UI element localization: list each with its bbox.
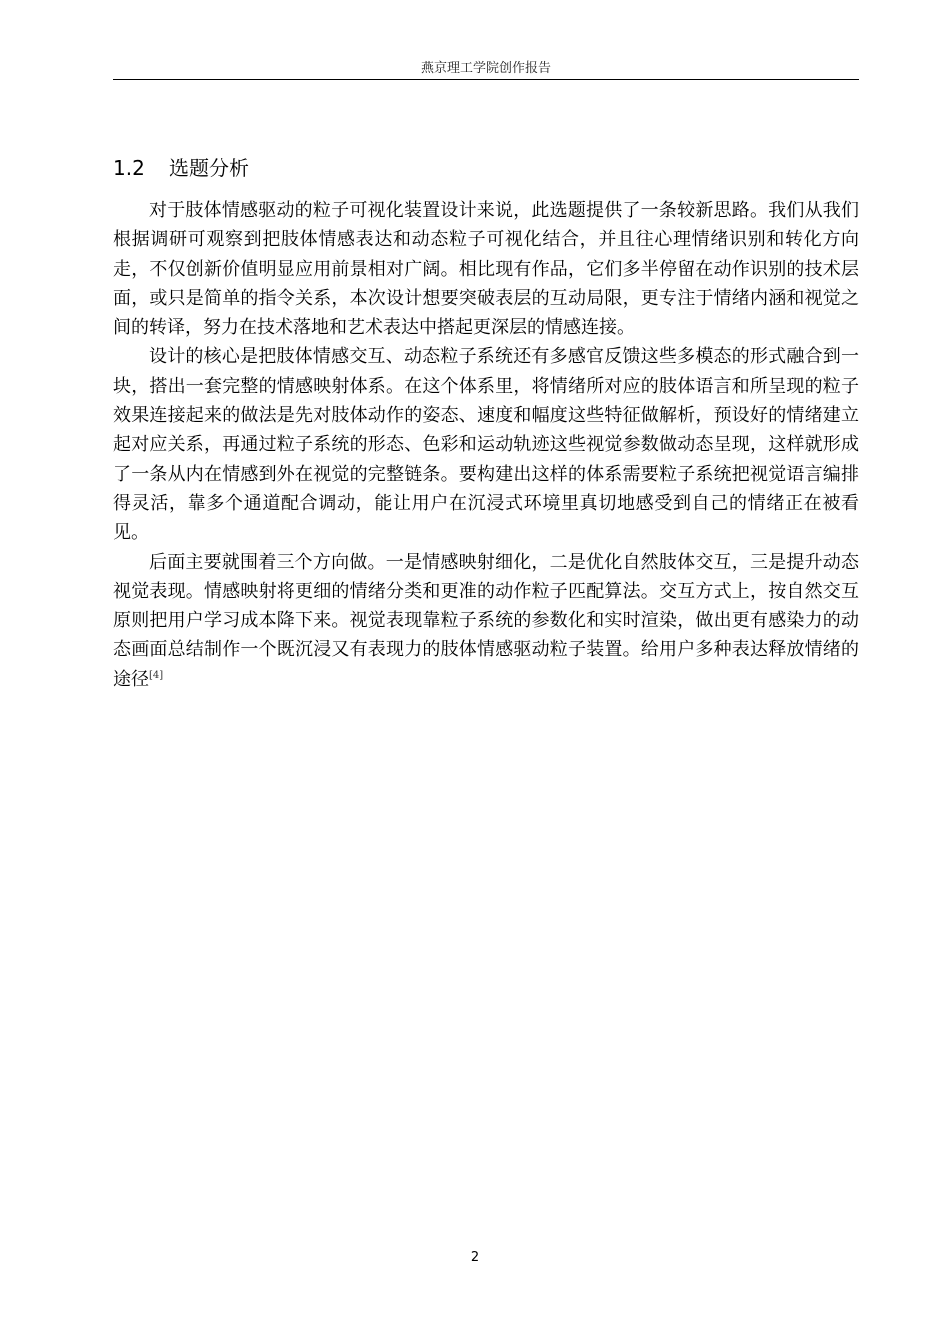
paragraph-2-text: 设计的核心是把肢体情感交互、动态粒子系统还有多感官反馈这些多模态的形式融合到一块，搭出一套完整的情感映射体系。在这个体系里，将情绪所对应的肢体语言和所呈现的粒子效果连接起来的做法是先对肢体动作的姿态、速度和幅度这些特征做解析，预设好的情绪建立起对应关系，再通过粒子系统的形态、色彩和运动轨迹这些视觉参数做动态呈现，这样就形成了一条从内在情感到外在视觉的完整链条。要构建出这样的体系需要粒子系统把视觉语言编排得灵活，靠多个通道配合调动，能让用户在沉浸式环境里真切地感受到自己的情绪正在被看见。 bbox=[113, 346, 859, 544]
paragraph-3 bbox=[113, 548, 859, 694]
header-title: 燕京理工学院创作报告 bbox=[420, 61, 551, 76]
section-number: 1.2 bbox=[113, 156, 145, 180]
body-text bbox=[113, 196, 859, 694]
page-header bbox=[113, 62, 859, 80]
section-heading bbox=[113, 153, 249, 183]
paragraph-2 bbox=[113, 342, 859, 547]
paragraph-1 bbox=[113, 196, 859, 342]
page-number: 2 bbox=[470, 1250, 480, 1265]
section-title: 选题分析 bbox=[169, 156, 249, 180]
paragraph-3-text: 后面主要就围着三个方向做。一是情感映射细化，二是优化自然肢体交互，三是提升动态视觉表现。情感映射将更细的情绪分类和更准的动作粒子匹配算法。交互方式上，按自然交互原则把用户学习成本降下来。视觉表现靠粒子系统的参数化和实时渲染，做出更有感染力的动态画面总结制作一个既沉浸又有表现力的肢体情感驱动粒子装置。给用户多种表达释放情绪的途径 bbox=[113, 551, 859, 690]
citation-reference: [4] bbox=[149, 669, 164, 681]
paragraph-1-text: 对于肢体情感驱动的粒子可视化装置设计来说，此选题提供了一条较新思路。我们从我们根据调研可观察到把肢体情感表达和动态粒子可视化结合，并且往心理情绪识别和转化方向走，不仅创新价值明显应用前景相对广阔。相比现有作品，它们多半停留在动作识别的技术层面，或只是简单的指令关系，本次设计想要突破表层的互动局限，更专注于情绪内涵和视觉之间的转译，努力在技术落地和艺术表达中搭起更深层的情感连接。 bbox=[113, 200, 859, 339]
